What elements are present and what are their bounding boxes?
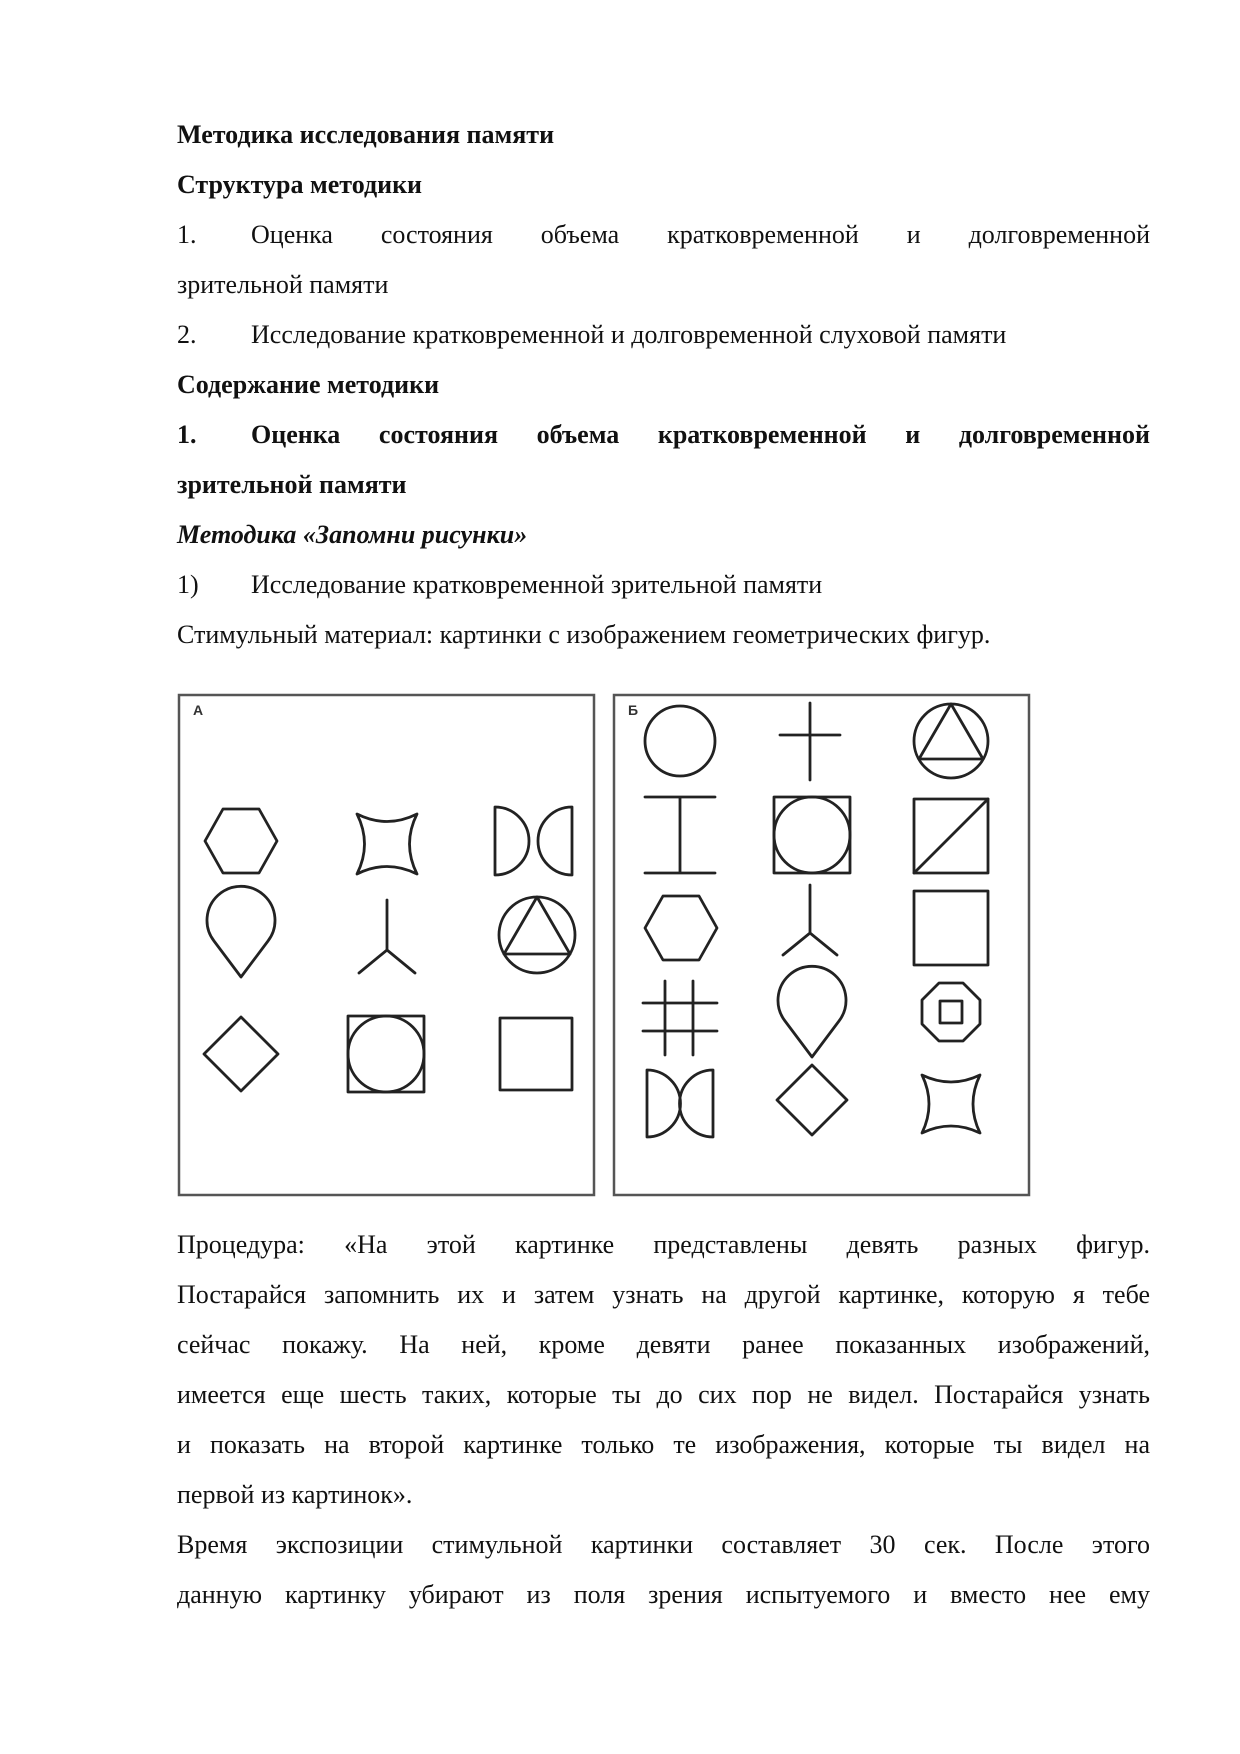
bowtie-shape: [647, 1070, 713, 1137]
stimulus-text: Стимульный материал: картинки с изображением геометрических фигур.: [177, 620, 991, 649]
structure-item-1-number: 1.: [177, 220, 197, 249]
procedure-line-3: сейчас покажу. На ней, кроме девяти ранее показанных изображений,: [177, 1330, 1150, 1359]
panel-b-label: Б: [628, 702, 639, 718]
drop-shape: [778, 966, 846, 1057]
bowtie-shape: [495, 807, 572, 875]
square-shape: [914, 891, 988, 965]
procedure-line-5: и показать на второй картинке только те изображения, которые ты видел на: [177, 1430, 1150, 1459]
structure-item-1-line1: [177, 220, 1150, 250]
section1-title-line1: [177, 420, 1150, 450]
circle-in-square-shape: [348, 1016, 424, 1092]
hash-shape: [643, 981, 717, 1055]
procedure-line-2: Постарайся запомнить их и затем узнать на другой картинке, которую я тебе: [177, 1280, 1150, 1309]
procedure-line-4: имеется еще шесть таких, которые ты до сих пор не видел. Постарайся узнать: [177, 1380, 1150, 1409]
square-diagonal-shape: [914, 799, 988, 873]
procedure-line-1: Процедура: «На этой картинке представлены девять разных фигур.: [177, 1230, 1150, 1259]
i-beam-shape: [645, 797, 715, 873]
panel-a: [179, 695, 594, 1195]
hexagon-shape: [645, 896, 717, 960]
structure-item-2-number: 2.: [177, 320, 197, 349]
document-title: Методика исследования памяти: [177, 120, 555, 149]
exposure-line-1: Время экспозиции стимульной картинки составляет 30 сек. После этого: [177, 1530, 1150, 1559]
concave-square-shape: [922, 1075, 980, 1133]
method-title: Методика «Запомни рисунки»: [177, 520, 528, 549]
structure-heading: Структура методики: [177, 170, 423, 199]
section1-title-line2: зрительной памяти: [177, 470, 407, 499]
section1-number: 1.: [177, 420, 197, 449]
exposure-line-2: данную картинку убирают из поля зрения испытуемого и вместо нее ему: [177, 1580, 1150, 1609]
square-shape: [500, 1018, 572, 1090]
diamond-shape: [204, 1017, 278, 1091]
concave-square-shape: [357, 814, 417, 874]
subitem-1-text: Исследование кратковременной зрительной памяти: [251, 570, 823, 599]
structure-item-2-text: Исследование кратковременной и долговременной слуховой памяти: [251, 320, 1007, 349]
content-heading: Содержание методики: [177, 370, 440, 399]
hexagon-shape: [205, 809, 277, 873]
subitem-1-number: 1): [177, 570, 199, 599]
y-shape: [783, 885, 837, 955]
panel-b: [614, 695, 1029, 1195]
cross-shape: [780, 703, 840, 780]
subitem-1: [177, 570, 1150, 600]
section1-title-text: Оценка состояния объема кратковременной и долговременной: [251, 420, 1150, 449]
circle-in-square-shape: [774, 797, 850, 873]
circle-in-triangle-shape: [914, 704, 988, 778]
structure-item-1-line2: зрительной памяти: [177, 270, 389, 299]
drop-shape: [207, 886, 275, 977]
circle-in-triangle-shape: [499, 897, 575, 973]
diamond-shape: [777, 1065, 847, 1135]
structure-item-1-text: Оценка состояния объема кратковременной и долговременной: [251, 220, 1150, 249]
octagon-in-square-shape: [922, 983, 980, 1041]
structure-item-2: [177, 320, 1150, 350]
panel-a-label: А: [193, 702, 204, 718]
y-shape: [359, 900, 415, 973]
stimulus-figure-svg: [177, 685, 1037, 1200]
stimulus-figure: [177, 685, 1037, 1200]
procedure-line-6: первой из картинок».: [177, 1480, 413, 1509]
circle-shape: [645, 706, 715, 776]
